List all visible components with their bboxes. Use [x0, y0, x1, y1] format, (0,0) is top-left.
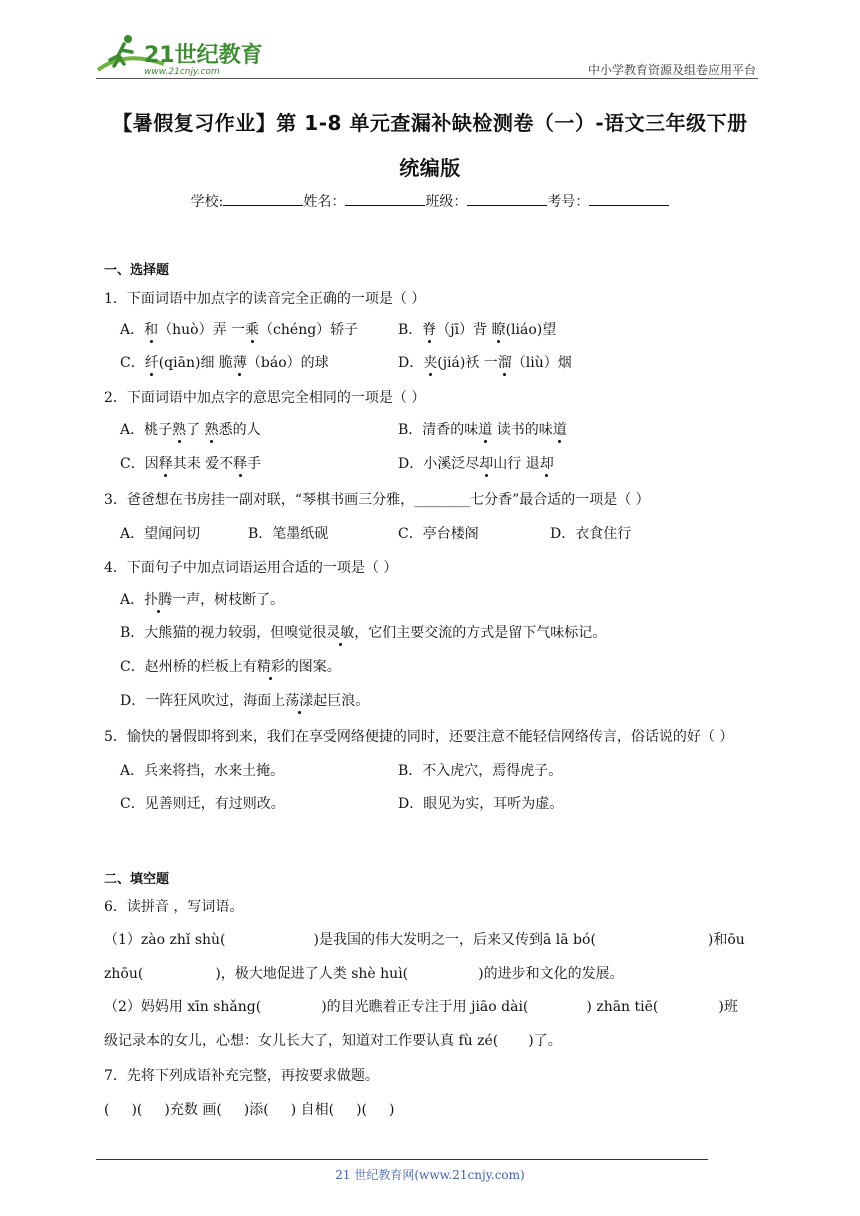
- field-school-label: 学校:: [190, 194, 224, 210]
- question-4-option-d[interactable]: D．一阵狂风吹过，海面上荡漾起巨浪。: [120, 690, 369, 710]
- question-2-stem: 2．下面词语中加点字的意思完全相同的一项是（ ）: [104, 390, 426, 406]
- field-class-label: 班级：: [425, 194, 468, 210]
- header-divider: [96, 78, 758, 79]
- question-2-option-d[interactable]: D．小溪泛尽却山行 退却: [398, 453, 554, 473]
- page-title-line2: 统编版: [399, 156, 461, 180]
- platform-name: 中小学教育资源及组卷应用平台: [587, 63, 756, 77]
- question-3-option-b[interactable]: B．笔墨纸砚: [248, 526, 329, 542]
- question-7-stem: 7．先将下列成语补充完整，再按要求做题。: [104, 1068, 379, 1084]
- question-1-option-a[interactable]: A．和（huò）弄 一乘（chéng）轿子: [120, 319, 358, 339]
- question-2-option-b[interactable]: B．清香的味道 读书的味道: [398, 419, 567, 439]
- footer-divider: [96, 1159, 708, 1160]
- question-3-stem: 3．爸爸想在书房挂一副对联，“琴棋书画三分雅，________七分香”最合适的一项是（ ）: [104, 492, 650, 508]
- question-5-option-c[interactable]: C．见善则迁，有过则改。: [120, 796, 285, 812]
- field-exam-blank[interactable]: [589, 191, 669, 206]
- student-info-fields: [0, 191, 860, 211]
- question-1-stem: 1．下面词语中加点字的读音完全正确的一项是（ ）: [104, 291, 426, 307]
- question-5-stem: 5．愉快的暑假即将到来，我们在享受网络便捷的同时，还要注意不能轻信网络传言，俗话说的好（ ）: [104, 729, 734, 745]
- section-heading-fill: 二、填空题: [104, 872, 170, 887]
- question-4-option-b[interactable]: B．大熊猫的视力较弱，但嗅觉很灵敏，它们主要交流的方式是留下气味标记。: [120, 622, 606, 642]
- question-2-option-a[interactable]: A．桃子熟了 熟悉的人: [120, 419, 261, 439]
- question-6-line-2: zhōu( )，极大地促进了人类 shè huì( )的进步和文化的发展。: [104, 966, 624, 982]
- footer-link[interactable]: 21 世纪教育网(www.21cnjy.com): [335, 1168, 525, 1182]
- field-school-blank[interactable]: [223, 191, 303, 206]
- field-exam-label: 考号：: [547, 194, 590, 210]
- question-3-option-d[interactable]: D．衣食住行: [550, 526, 632, 542]
- question-3-option-a[interactable]: A．望闻问切: [120, 526, 201, 542]
- question-5-option-d[interactable]: D．眼见为实，耳听为虚。: [398, 796, 564, 812]
- field-class-blank[interactable]: [467, 191, 547, 206]
- question-1-option-d[interactable]: D．夹(jiá)袄 一溜（liù）烟: [398, 352, 572, 372]
- question-6-line-1: （1）zào zhǐ shù( )是我国的伟大发明之一，后来又传到ā lā bó( )和ōu: [104, 932, 745, 948]
- question-5-option-b[interactable]: B．不入虎穴，焉得虎子。: [398, 763, 563, 779]
- question-5-option-a[interactable]: A．兵来将挡，水来土掩。: [120, 763, 285, 779]
- question-3-option-c[interactable]: C．亭台楼阁: [398, 526, 479, 542]
- question-6-stem: 6．读拼音 ，写词语。: [104, 899, 244, 915]
- section-heading-choice: 一、选择题: [104, 263, 170, 278]
- question-1-option-c[interactable]: C．纤(qiān)细 脆薄（báo）的球: [120, 352, 329, 372]
- field-name-blank[interactable]: [345, 191, 425, 206]
- logo-text: 21世纪教育: [144, 43, 263, 68]
- question-2-option-c[interactable]: C．因释其耒 爱不释手: [120, 453, 261, 473]
- question-4-stem: 4．下面句子中加点词语运用合适的一项是（ ）: [104, 560, 398, 576]
- question-7-line-1: ( )( )充数 画( )添( ) 自相( )( ): [104, 1102, 395, 1118]
- question-4-option-c[interactable]: C．赵州桥的栏板上有精彩的图案。: [120, 656, 341, 676]
- logo-url: www.21cnjy.com: [144, 67, 220, 77]
- question-4-option-a[interactable]: A．扑腾一声，树枝断了。: [120, 589, 284, 609]
- question-1-option-b[interactable]: B．脊（jī）背 瞭(liáo)望: [398, 319, 556, 339]
- page-title: 【暑假复习作业】第 1-8 单元查漏补缺检测卷（一）-语文三年级下册: [112, 111, 748, 135]
- site-logo: [94, 30, 264, 78]
- question-6-line-3: （2）妈妈用 xīn shǎng( )的目光瞧着正专注于用 jiāo dài( ) zhān tiē( )班: [104, 999, 738, 1015]
- question-6-line-4: 级记录本的女儿，心想：女儿长大了，知道对工作要认真 fù zé( )了。: [104, 1033, 562, 1049]
- field-name-label: 姓名：: [303, 194, 346, 210]
